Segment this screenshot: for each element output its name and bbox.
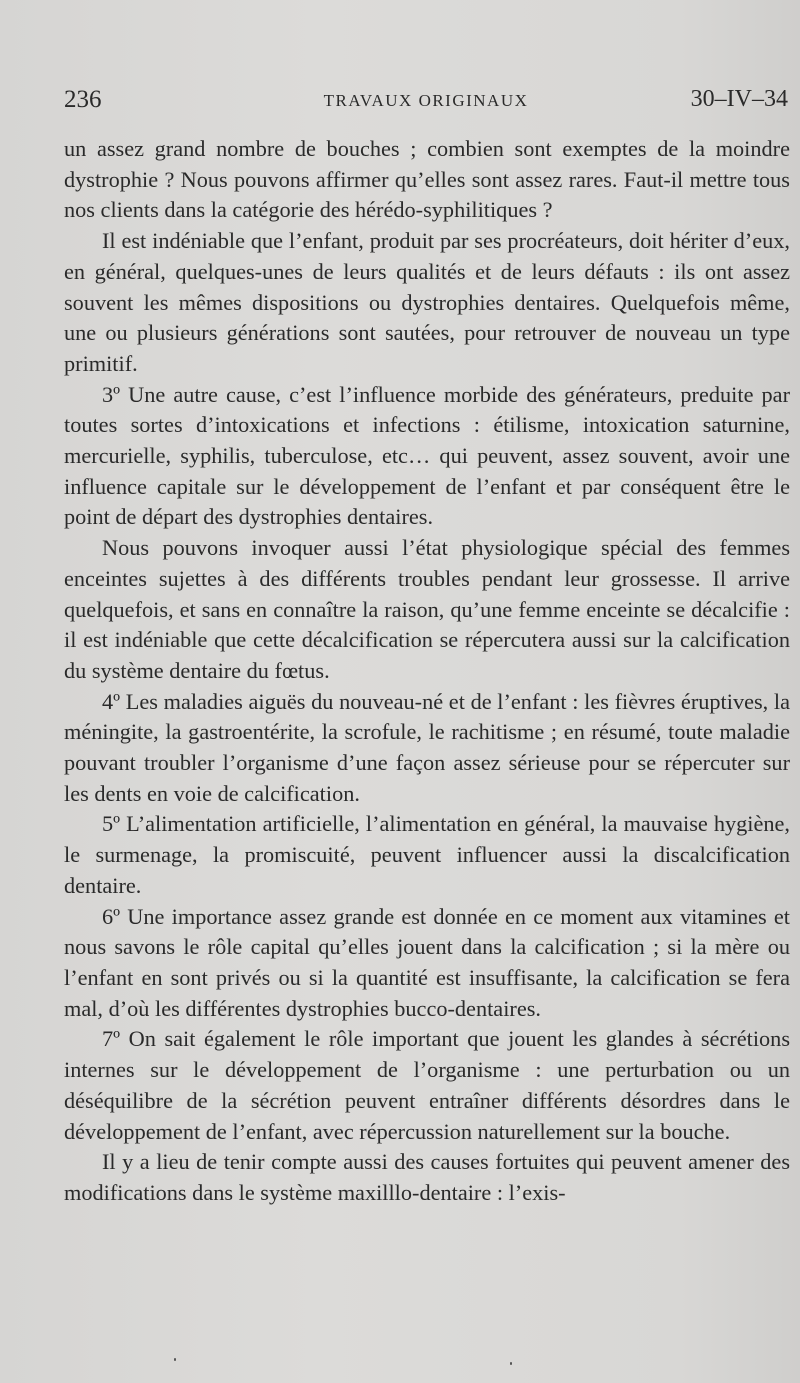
paragraph-heredity: Il est indéniable que l’enfant, produit par ses procréateurs, doit hériter d’eux, en général, quelques-unes de leurs qualités et de leurs défauts : ils ont assez souvent les mêmes dispositions ou dystrophies dentaires. Quelquefois même, une ou plusieurs générations sont sautées, pour retrouver de nouveau un type primitif.: [64, 228, 790, 376]
paper-speck: [174, 1358, 176, 1361]
paragraph-cause-5: 5º L’alimentation artificielle, l’alimentation en général, la mauvaise hygiène, le surmenage, la promiscuité, peuvent influencer aussi la discalcification dentaire.: [64, 811, 790, 898]
page-number: 236: [64, 86, 102, 113]
paragraph-cause-6: 6º Une importance assez grande est donnée en ce moment aux vitamines et nous savons le rôle capital qu’elles jouent dans la calcification ; si la mère ou l’enfant en sont privés ou si la quantité est insuffisante, la calcification se fera mal, d’où les différentes dystrophies bucco-dentaires.: [64, 903, 790, 1021]
running-header: [64, 86, 788, 120]
paragraph-cause-4: 4º Les maladies aiguës du nouveau-né et de l’enfant : les fièvres éruptives, la méningite, la gastroentérite, la scrofule, le rachitisme ; en résumé, toute maladie pouvant troubler l’organisme d’une façon assez sérieuse pour se répercuter sur les dents en voie de calcification.: [64, 688, 790, 806]
paragraph-cause-7: 7º On sait également le rôle important que jouent les glandes à sécrétions internes sur le développement de l’organisme : une perturbation ou un déséquilibre de la sécrétion peuvent entraîner différents désordres dans le développement de l’enfant, avec répercussion naturellement sur la bouche.: [64, 1026, 790, 1144]
paragraph-continued: un assez grand nombre de bouches ; combien sont exemptes de la moindre dystrophie ? Nous pouvons affirmer qu’elles sont assez rares. Faut-il mettre tous nos clients dans la catégorie des hérédo-syphilitiques ?: [64, 136, 790, 223]
paragraph-cause-3: 3º Une autre cause, c’est l’influence morbide des générateurs, preduite par toutes sortes d’intoxications et infections : étilisme, intoxication saturnine, mercurielle, syphilis, tuberculose, etc… qui peuvent, assez souvent, avoir une influence capitale sur le développement de l’enfant et par conséquent être le point de départ des dystrophies dentaires.: [64, 381, 790, 530]
header-date: 30–IV–34: [690, 86, 788, 112]
running-title: TRAVAUX ORIGINAUX: [323, 91, 529, 110]
paper-speck: [510, 1362, 512, 1365]
paragraph-fortuitous-causes: Il y a lieu de tenir compte aussi des causes fortuites qui peuvent amener des modifications dans le système maxilllo-dentaire : l’exis-: [64, 1149, 790, 1205]
article-body: [64, 134, 790, 1209]
paragraph-pregnancy: Nous pouvons invoquer aussi l’état physiologique spécial des femmes enceintes sujettes à des différents troubles pendant leur grossesse. Il arrive quelquefois, et sans en connaître la raison, qu’une femme enceinte se décalcifie : il est indéniable que cette décalcification se répercutera aussi sur la calcification du système dentaire du fœtus.: [64, 535, 790, 683]
